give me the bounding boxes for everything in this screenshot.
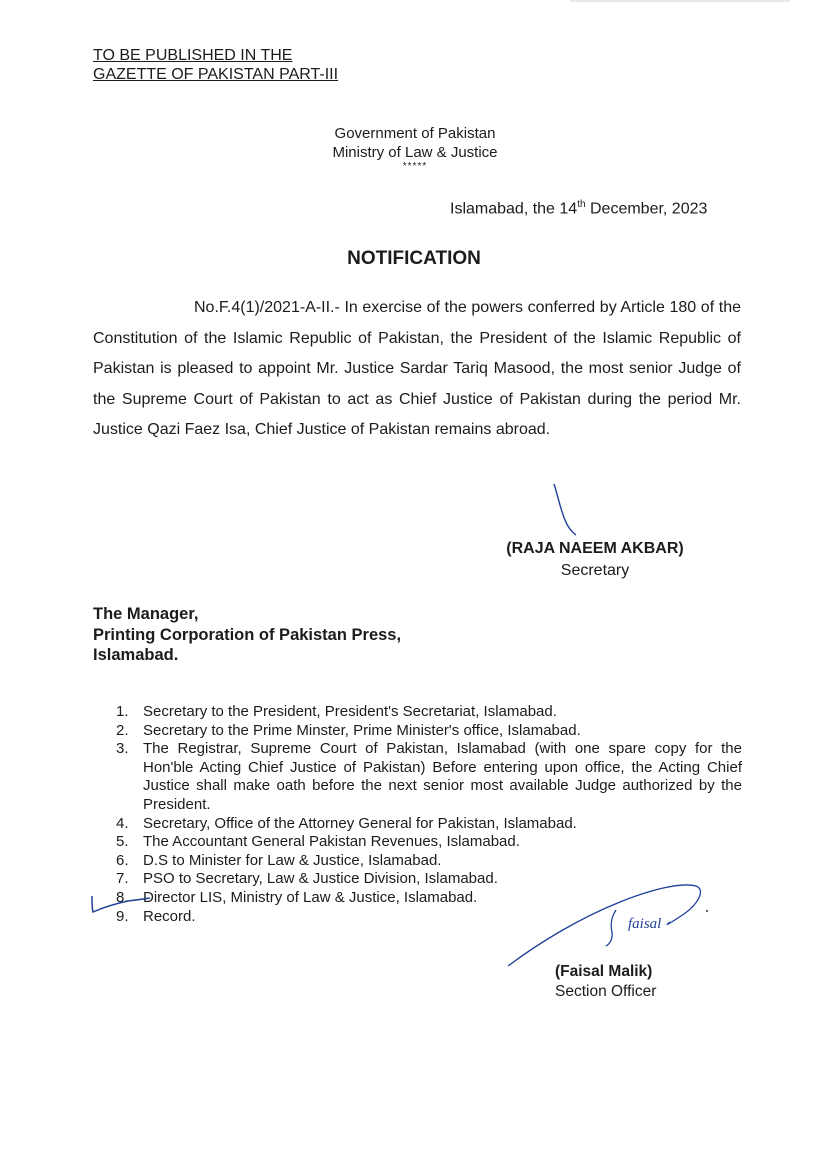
dateline-suffix: December, 2023 [585, 200, 708, 218]
secretary-block [490, 538, 700, 582]
distribution-item-number: 2. [116, 721, 129, 739]
distribution-item [110, 815, 742, 834]
addressee-line-3: Islamabad. [93, 646, 179, 664]
distribution-item-number: 9. [116, 907, 129, 925]
distribution-item [110, 722, 742, 741]
distribution-item-number: 1. [116, 703, 129, 720]
notification-title: NOTIFICATION [347, 248, 481, 269]
government-name: Government of Pakistan [334, 125, 496, 142]
distribution-item-number: 5. [116, 833, 129, 851]
separator-stars: ***** [402, 161, 428, 172]
distribution-item [110, 740, 742, 814]
distribution-item-text: Secretary, Office of the Attorney General for Pakistan, Islamabad. [143, 814, 577, 832]
addressee-line-2: Printing Corporation of Pakistan Press, [93, 625, 402, 644]
section-officer-signature [500, 880, 715, 970]
gazette-header-line-2: GAZETTE OF PAKISTAN PART-III [93, 66, 339, 83]
distribution-item [110, 833, 742, 852]
distribution-item-number: 6. [116, 851, 129, 869]
secretary-signature-mark [548, 482, 588, 538]
page-edge-line [570, 0, 790, 2]
distribution-item-text: Secretary to the Prime Minster, Prime Minister's office, Islamabad. [143, 721, 581, 739]
distribution-item-text: Record. [143, 907, 196, 925]
distribution-item-number: 8. [116, 888, 129, 906]
distribution-item-text: D.S to Minister for Law & Justice, Islamabad. [143, 851, 442, 869]
secretary-name: (RAJA NAEEM AKBAR) [506, 540, 684, 557]
section-officer-name: (Faisal Malik) [555, 963, 653, 980]
distribution-item-text: The Accountant General Pakistan Revenues, Islamabad. [143, 833, 520, 851]
dateline-ordinal: th [577, 199, 586, 210]
distribution-item [110, 852, 742, 871]
distribution-item-number: 7. [116, 870, 129, 888]
addressee-block [93, 604, 401, 666]
issuer-block [300, 124, 530, 172]
secretary-designation: Secretary [560, 562, 630, 579]
section-officer-designation: Section Officer [555, 983, 657, 1000]
notification-body: No.F.4(1)/2021-A-II.- In exercise of the powers conferred by Article 180 of the Constitution of the Islamic Republic of Pakistan, the President of the Islamic Republic of Pakistan is pleased to appoint Mr. Justice Sardar Tariq Masood, the most senior Judge of the Supreme Court of Pakistan to act as Chief Justice of Pakistan during the period Mr. Justice Qazi Faez Isa, Chief Justice of Pakistan remains abroad. [93, 299, 741, 439]
dateline-prefix: Islamabad, the 14 [450, 200, 578, 218]
section-officer-signature-text: faisal [628, 916, 662, 932]
distribution-item-text: Secretary to the President, President's Secretariat, Islamabad. [143, 703, 557, 720]
distribution-item [110, 703, 742, 722]
gazette-header [93, 46, 338, 84]
ministry-name: Ministry of Law & Justice [332, 144, 498, 161]
ink-dot [706, 910, 708, 912]
handwritten-tick-mark [88, 888, 152, 918]
distribution-item-number: 4. [116, 814, 129, 832]
distribution-item-text: PSO to Secretary, Law & Justice Division, Islamabad. [143, 870, 498, 888]
distribution-item-number: 3. [116, 740, 129, 758]
dateline [450, 199, 707, 218]
gazette-header-line-1: TO BE PUBLISHED IN THE [93, 47, 293, 64]
section-officer-block [555, 962, 656, 1002]
distribution-item-text: Director LIS, Ministry of Law & Justice, Islamabad. [143, 888, 478, 906]
distribution-item-text: The Registrar, Supreme Court of Pakistan, Islamabad (with one spare copy for the Hon'ble Acting Chief Justice of Pakistan) Before entering upon office, the Acting Chief Justice shall make oath before the next senior most available Judge authorized by the President. [143, 740, 742, 813]
addressee-line-1: The Manager, [93, 605, 199, 623]
